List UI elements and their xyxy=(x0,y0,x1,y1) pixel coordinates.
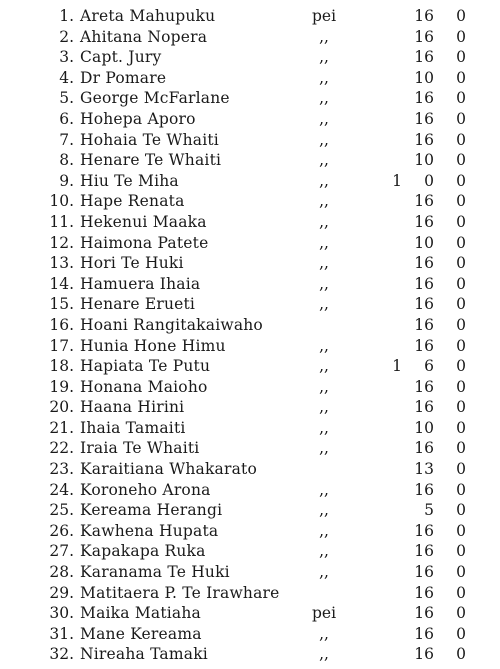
contributor-name: Koroneho Arona xyxy=(80,480,211,499)
amount-shillings: 10 xyxy=(414,233,434,252)
list-item xyxy=(0,377,500,398)
amount-pence: 0 xyxy=(456,254,466,273)
list-item xyxy=(0,418,500,439)
amount-pence: 0 xyxy=(456,315,466,334)
list-item xyxy=(0,336,500,357)
entry-number: 29. xyxy=(49,583,74,602)
ditto-mark: ,, xyxy=(319,645,329,664)
entry-number: 18. xyxy=(49,357,74,376)
subscription-list xyxy=(0,6,500,665)
entry-number: 10. xyxy=(49,192,74,211)
amount-pence: 0 xyxy=(456,27,466,46)
amount-shillings: 13 xyxy=(414,460,434,479)
amount-shillings: 16 xyxy=(414,212,434,231)
list-item xyxy=(0,130,500,151)
contributor-name: Hekenui Maaka xyxy=(80,212,207,231)
amount-shillings: 16 xyxy=(414,377,434,396)
amount-pence: 0 xyxy=(456,439,466,458)
ditto-mark: ,, xyxy=(319,27,329,46)
amount-pence: 0 xyxy=(456,109,466,128)
list-item xyxy=(0,88,500,109)
amount-shillings: 16 xyxy=(414,315,434,334)
amount-pence: 0 xyxy=(456,542,466,561)
ditto-mark: pei xyxy=(311,7,337,25)
ditto-mark: ,, xyxy=(319,439,329,458)
contributor-name: Hape Renata xyxy=(80,192,185,211)
contributor-name: Kereama Herangi xyxy=(80,501,223,520)
amount-shillings: 6 xyxy=(424,357,434,376)
entry-number: 12. xyxy=(49,233,74,252)
list-item xyxy=(0,315,500,336)
amount-shillings: 16 xyxy=(414,89,434,108)
contributor-name: Karanama Te Huki xyxy=(80,563,230,582)
contributor-name: Karaitiana Whakarato xyxy=(80,460,258,479)
list-item xyxy=(0,68,500,89)
amount-pence: 0 xyxy=(456,398,466,417)
ditto-mark: ,, xyxy=(319,377,329,396)
contributor-name: Dr Pomare xyxy=(80,68,167,87)
entry-number: 11. xyxy=(49,212,74,231)
entry-number: 14. xyxy=(49,274,74,293)
contributor-name: Honana Maioho xyxy=(80,377,208,396)
ditto-mark: ,, xyxy=(319,233,329,252)
amount-pence: 0 xyxy=(456,418,466,437)
amount-shillings: 10 xyxy=(414,68,434,87)
contributor-name: Areta Mahupuku xyxy=(80,7,216,25)
list-item xyxy=(0,253,500,274)
ditto-mark: ,, xyxy=(319,89,329,108)
ditto-mark: ,, xyxy=(319,130,329,149)
entry-number: 26. xyxy=(49,521,74,540)
contributor-name: Henare Te Whaiti xyxy=(80,151,222,170)
amount-pence: 0 xyxy=(456,501,466,520)
ditto-mark: ,, xyxy=(319,336,329,355)
amount-pence: 0 xyxy=(456,480,466,499)
contributor-name: Hohepa Aporo xyxy=(80,109,196,128)
amount-pence: 0 xyxy=(456,521,466,540)
list-item xyxy=(0,171,500,192)
amount-shillings: 16 xyxy=(414,295,434,314)
entry-number: 30. xyxy=(49,604,74,623)
list-item xyxy=(0,233,500,254)
entry-number: 28. xyxy=(49,563,74,582)
amount-pence: 0 xyxy=(456,604,466,623)
entry-number: 1. xyxy=(59,7,74,25)
ditto-mark: ,, xyxy=(319,151,329,170)
ditto-mark: ,, xyxy=(319,542,329,561)
list-item xyxy=(0,212,500,233)
contributor-name: Hapiata Te Putu xyxy=(80,357,211,376)
entry-number: 7. xyxy=(59,130,74,149)
contributor-name: Ihaia Tamaiti xyxy=(80,418,186,437)
list-item xyxy=(0,109,500,130)
entry-number: 27. xyxy=(49,542,74,561)
list-item xyxy=(0,500,500,521)
amount-shillings: 0 xyxy=(424,171,434,190)
contributor-name: Hiu Te Miha xyxy=(80,171,179,190)
entry-number: 13. xyxy=(49,254,74,273)
ditto-mark: ,, xyxy=(319,109,329,128)
contributor-name: Hori Te Huki xyxy=(80,254,184,273)
list-item xyxy=(0,562,500,583)
list-item xyxy=(0,191,500,212)
contributor-name: Kawhena Hupata xyxy=(80,521,219,540)
amount-shillings: 16 xyxy=(414,521,434,540)
list-item xyxy=(0,294,500,315)
list-item xyxy=(0,459,500,480)
entry-number: 4. xyxy=(59,68,74,87)
entry-number: 22. xyxy=(49,439,74,458)
contributor-name: Hamuera Ihaia xyxy=(80,274,201,293)
ditto-mark: ,, xyxy=(319,624,329,643)
ditto-mark: pei xyxy=(311,604,337,623)
amount-pence: 0 xyxy=(456,563,466,582)
list-item xyxy=(0,150,500,171)
ditto-mark: ,, xyxy=(319,68,329,87)
amount-shillings: 16 xyxy=(414,439,434,458)
contributor-name: Haimona Patete xyxy=(80,233,209,252)
ditto-mark: ,, xyxy=(319,274,329,293)
list-item xyxy=(0,624,500,645)
entry-number: 24. xyxy=(49,480,74,499)
contributor-name: Hoani Rangitakaiwaho xyxy=(80,315,263,334)
ditto-mark: ,, xyxy=(319,212,329,231)
amount-pence: 0 xyxy=(456,645,466,664)
amount-pence: 0 xyxy=(456,233,466,252)
list-item xyxy=(0,541,500,562)
amount-pence: 0 xyxy=(456,295,466,314)
entry-number: 15. xyxy=(49,295,74,314)
list-item xyxy=(0,480,500,501)
amount-shillings: 16 xyxy=(414,109,434,128)
list-item xyxy=(0,583,500,604)
entry-number: 2. xyxy=(59,27,74,46)
ditto-mark: ,, xyxy=(319,48,329,67)
contributor-name: Hohaia Te Whaiti xyxy=(80,130,219,149)
amount-pence: 0 xyxy=(456,336,466,355)
contributor-name: Iraia Te Whaiti xyxy=(80,439,200,458)
contributor-name: Ahitana Nopera xyxy=(80,27,208,46)
ditto-mark: ,, xyxy=(319,171,329,190)
amount-shillings: 16 xyxy=(414,563,434,582)
entry-number: 21. xyxy=(49,418,74,437)
list-item xyxy=(0,47,500,68)
entry-number: 32. xyxy=(49,645,74,664)
amount-shillings: 10 xyxy=(414,151,434,170)
amount-pence: 0 xyxy=(456,377,466,396)
list-item xyxy=(0,6,500,27)
amount-shillings: 16 xyxy=(414,336,434,355)
ditto-mark: ,, xyxy=(319,254,329,273)
amount-pounds: 1 xyxy=(392,171,402,190)
list-item xyxy=(0,438,500,459)
amount-pence: 0 xyxy=(456,460,466,479)
list-item xyxy=(0,274,500,295)
amount-shillings: 16 xyxy=(414,583,434,602)
contributor-name: George McFarlane xyxy=(80,89,230,108)
ditto-mark: ,, xyxy=(319,192,329,211)
amount-shillings: 16 xyxy=(414,27,434,46)
ditto-mark: ,, xyxy=(319,480,329,499)
list-item xyxy=(0,603,500,624)
amount-shillings: 16 xyxy=(414,274,434,293)
ditto-mark: ,, xyxy=(319,357,329,376)
amount-pence: 0 xyxy=(456,583,466,602)
amount-pence: 0 xyxy=(456,7,466,25)
amount-pence: 0 xyxy=(456,624,466,643)
amount-shillings: 16 xyxy=(414,542,434,561)
amount-shillings: 16 xyxy=(414,604,434,623)
amount-shillings: 16 xyxy=(414,398,434,417)
list-item xyxy=(0,521,500,542)
list-item xyxy=(0,397,500,418)
amount-pence: 0 xyxy=(456,68,466,87)
amount-pence: 0 xyxy=(456,130,466,149)
amount-shillings: 16 xyxy=(414,130,434,149)
ditto-mark: ,, xyxy=(319,418,329,437)
ditto-mark: ,, xyxy=(319,398,329,417)
list-item xyxy=(0,356,500,377)
amount-shillings: 16 xyxy=(414,7,434,25)
amount-shillings: 16 xyxy=(414,48,434,67)
entry-number: 6. xyxy=(59,109,74,128)
entry-number: 19. xyxy=(49,377,74,396)
entry-number: 3. xyxy=(59,48,74,67)
amount-shillings: 16 xyxy=(414,480,434,499)
entry-number: 23. xyxy=(49,460,74,479)
entry-number: 17. xyxy=(49,336,74,355)
contributor-name: Kapakapa Ruka xyxy=(80,542,206,561)
ditto-mark: ,, xyxy=(319,521,329,540)
amount-pence: 0 xyxy=(456,151,466,170)
entry-number: 9. xyxy=(59,171,74,190)
amount-pence: 0 xyxy=(456,192,466,211)
ditto-mark: ,, xyxy=(319,295,329,314)
amount-pounds: 1 xyxy=(392,357,402,376)
ditto-mark: ,, xyxy=(319,563,329,582)
contributor-name: Capt. Jury xyxy=(80,48,162,67)
contributor-name: Henare Erueti xyxy=(80,295,196,314)
amount-shillings: 16 xyxy=(414,624,434,643)
amount-shillings: 5 xyxy=(424,501,434,520)
ditto-mark: ,, xyxy=(319,501,329,520)
entry-number: 31. xyxy=(49,624,74,643)
amount-shillings: 16 xyxy=(414,645,434,664)
amount-pence: 0 xyxy=(456,171,466,190)
list-item xyxy=(0,27,500,48)
amount-pence: 0 xyxy=(456,357,466,376)
amount-shillings: 10 xyxy=(414,418,434,437)
contributor-name: Mane Kereama xyxy=(80,624,202,643)
amount-pence: 0 xyxy=(456,212,466,231)
amount-pence: 0 xyxy=(456,89,466,108)
contributor-name: Haana Hirini xyxy=(80,398,185,417)
amount-shillings: 16 xyxy=(414,254,434,273)
entry-number: 16. xyxy=(49,315,74,334)
amount-shillings: 16 xyxy=(414,192,434,211)
amount-pence: 0 xyxy=(456,48,466,67)
entry-number: 25. xyxy=(49,501,74,520)
list-item xyxy=(0,644,500,665)
entry-number: 5. xyxy=(59,89,74,108)
amount-pence: 0 xyxy=(456,274,466,293)
contributor-name: Matitaera P. Te Irawhare xyxy=(80,583,280,602)
contributor-name: Maika Matiaha xyxy=(80,604,201,623)
entry-number: 20. xyxy=(49,398,74,417)
entry-number: 8. xyxy=(59,151,74,170)
contributor-name: Nireaha Tamaki xyxy=(80,645,208,664)
contributor-name: Hunia Hone Himu xyxy=(80,336,226,355)
